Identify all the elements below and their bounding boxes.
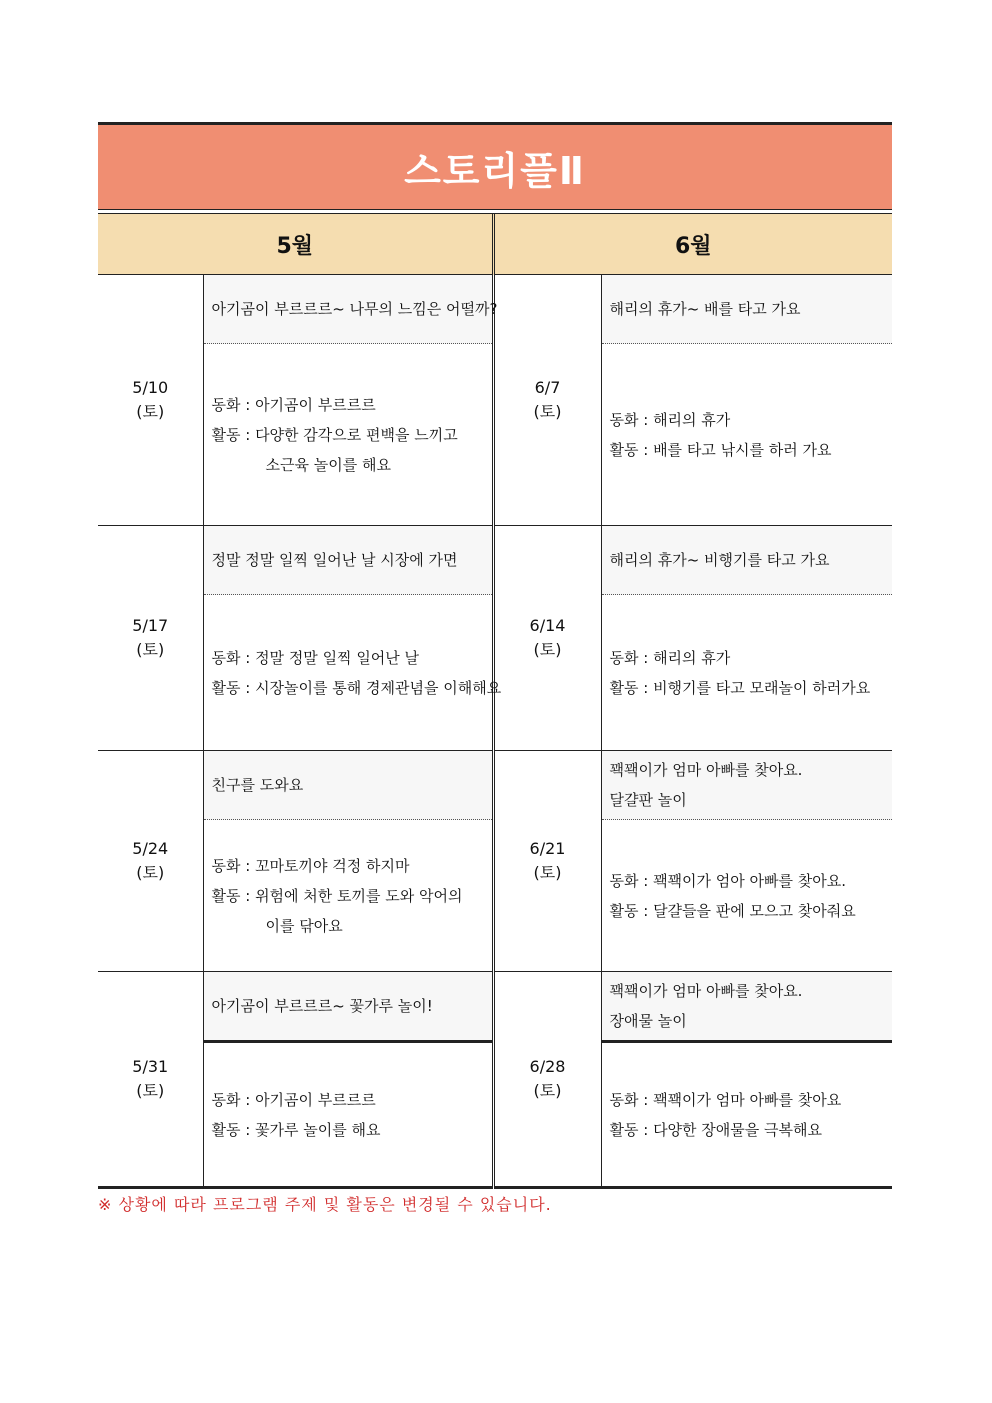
activity-cell (601, 820, 892, 972)
story-line: 동화 : 해리의 휴가 (609, 648, 731, 667)
schedule-title-bar (98, 122, 892, 209)
activity-line: 활동 : 다양한 장애물을 극복해요 (609, 1120, 822, 1139)
activity-line: 활동 : 배를 타고 낚시를 하러 가요 (609, 440, 832, 459)
activity-line: 활동 : 위험에 처한 토끼를 도와 악어의 (211, 886, 463, 905)
month-june-header: 6월 (493, 214, 892, 275)
story-line: 동화 : 아기곰이 부르르르 (211, 1090, 376, 1109)
topic-cell (203, 275, 498, 344)
date-cell (493, 972, 601, 1188)
activity-cell (203, 595, 502, 751)
topic-line: 장애물 놀이 (609, 1012, 687, 1030)
topic-line: 아기곰이 부르르르~ 나무의 느낌은 어떨까? (211, 300, 498, 318)
date-label: 5/24 (132, 839, 169, 858)
topic-line: 친구를 도와요 (211, 776, 304, 794)
day-label: (토) (136, 1081, 165, 1100)
schedule-row (98, 275, 892, 344)
activity-line: 활동 : 달걀들을 판에 모으고 찾아줘요 (609, 901, 856, 920)
activity-cell (601, 1042, 892, 1188)
date-label: 6/14 (529, 616, 566, 635)
footnote: ※ 상황에 따라 프로그램 주제 및 활동은 변경될 수 있습니다. (98, 1195, 552, 1214)
schedule-table (98, 214, 892, 1189)
activity-line: 활동 : 다양한 감각으로 편백을 느끼고 (211, 425, 458, 444)
activity-cell (203, 820, 493, 972)
date-cell (493, 751, 601, 972)
date-cell (98, 275, 203, 526)
day-label: (토) (136, 863, 165, 882)
schedule-title: 스토리플Ⅱ (404, 148, 586, 193)
date-cell (98, 751, 203, 972)
activity-line: 활동 : 꽃가루 놀이를 해요 (211, 1120, 381, 1139)
schedule-table-wrapper (98, 122, 892, 1189)
topic-cell (601, 751, 892, 820)
date-label: 5/31 (132, 1057, 169, 1076)
date-label: 5/17 (132, 616, 169, 635)
topic-cell (601, 275, 892, 344)
day-label: (토) (533, 863, 562, 882)
date-label: 5/10 (132, 378, 169, 397)
story-line: 동화 : 꽥꽥이가 엄마 아빠를 찾아요 (609, 1090, 842, 1109)
date-cell (98, 972, 203, 1188)
month-header-row (98, 214, 892, 275)
story-line: 동화 : 아기곰이 부르르르 (211, 395, 376, 414)
topic-cell (601, 526, 892, 595)
schedule-row (98, 526, 892, 595)
day-label: (토) (533, 402, 562, 421)
topic-line: 해리의 휴가~ 비행기를 타고 가요 (609, 551, 830, 569)
activity-cell (203, 1042, 493, 1188)
date-label: 6/28 (529, 1057, 566, 1076)
day-label: (토) (136, 640, 165, 659)
date-cell (98, 526, 203, 751)
topic-cell (203, 972, 493, 1042)
topic-line: 꽥꽥이가 엄마 아빠를 찾아요. (609, 761, 803, 779)
schedule-row (98, 751, 892, 820)
topic-line: 정말 정말 일찍 일어난 날 시장에 가면 (211, 551, 458, 569)
date-cell (493, 275, 601, 526)
activity-cell (203, 344, 493, 526)
activity-cell (601, 344, 892, 526)
story-line: 동화 : 해리의 휴가 (609, 410, 731, 429)
topic-line: 아기곰이 부르르르~ 꽃가루 놀이! (211, 997, 433, 1015)
topic-cell (203, 526, 493, 595)
activity-line: 이를 닦아요 (265, 916, 343, 935)
topic-line: 해리의 휴가~ 배를 타고 가요 (609, 300, 801, 318)
story-line: 동화 : 정말 정말 일찍 일어난 날 (211, 648, 420, 667)
topic-line: 꽥꽥이가 엄마 아빠를 찾아요. (609, 982, 803, 1000)
date-label: 6/21 (529, 839, 566, 858)
day-label: (토) (533, 640, 562, 659)
schedule-row (98, 972, 892, 1042)
activity-cell (601, 595, 892, 751)
activity-line: 활동 : 비행기를 타고 모래놀이 하러가요 (609, 678, 871, 697)
day-label: (토) (533, 1081, 562, 1100)
date-label: 6/7 (534, 378, 561, 397)
story-line: 동화 : 꽥꽥이가 엄아 아빠를 찾아요. (609, 871, 847, 890)
day-label: (토) (136, 402, 165, 421)
activity-line: 활동 : 시장놀이를 통해 경제관념을 이해해요 (211, 678, 502, 697)
topic-cell (203, 751, 493, 820)
topic-line: 달걀판 놀이 (609, 791, 687, 809)
date-cell (493, 526, 601, 751)
month-may-header: 5월 (98, 214, 493, 275)
activity-line: 소근육 놀이를 해요 (265, 455, 391, 474)
topic-cell (601, 972, 892, 1042)
story-line: 동화 : 꼬마토끼야 걱정 하지마 (211, 856, 410, 875)
